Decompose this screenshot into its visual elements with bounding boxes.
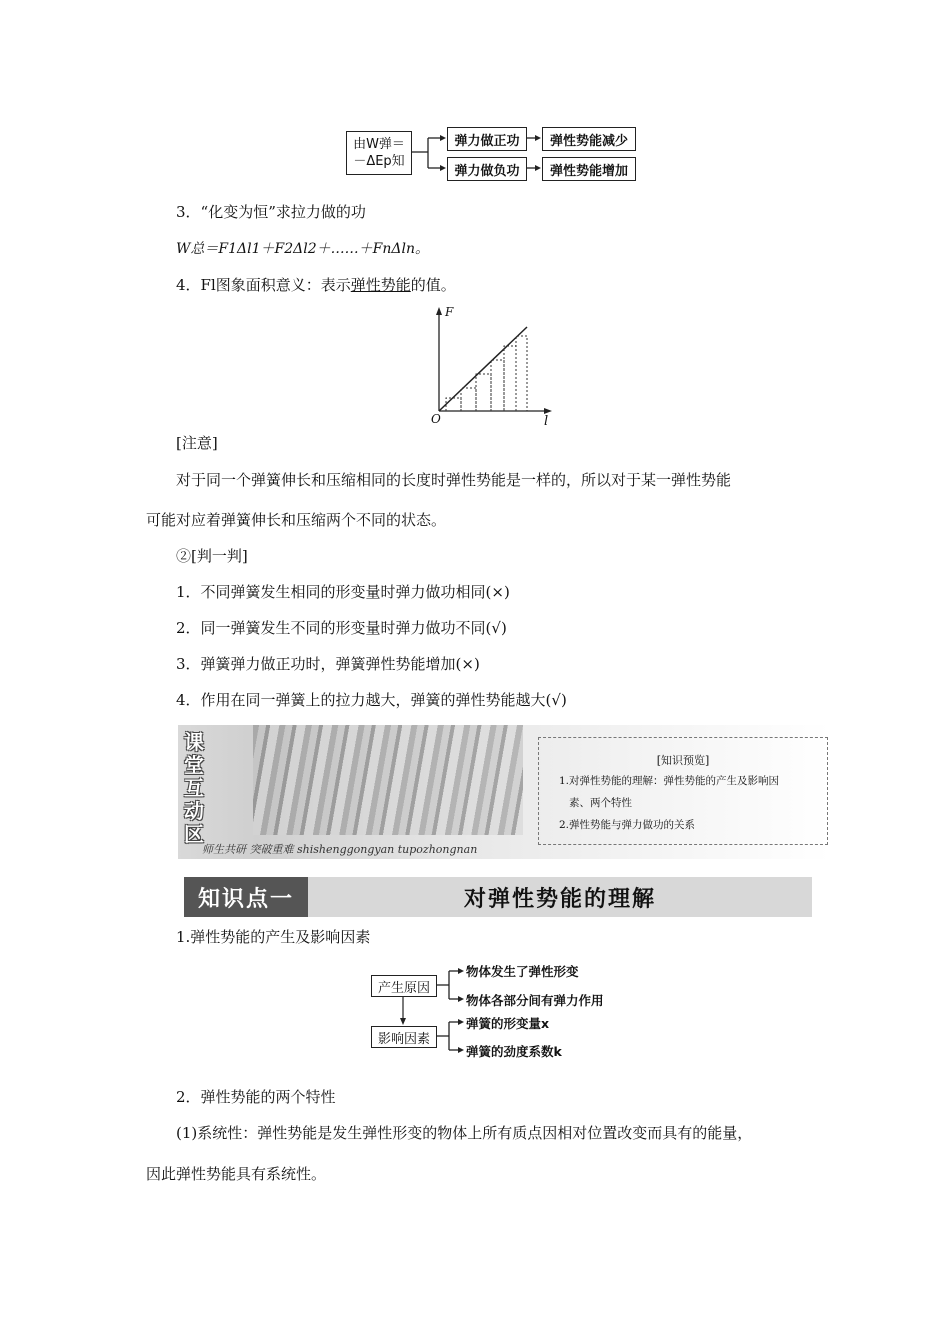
positive-work-box: 弹力做正功 xyxy=(447,127,527,151)
judge-title: ②[判一判] xyxy=(176,547,248,565)
graph-origin-label: O xyxy=(431,412,441,426)
banner-title-char: 动 xyxy=(184,799,204,823)
knowledge-point-title: 对弹性势能的理解 xyxy=(463,886,656,912)
note-title: [注意] xyxy=(176,434,218,452)
cause-box: 产生原因 xyxy=(371,975,437,997)
item4-prefix: 4．Fl图象面积意义：表示 xyxy=(176,276,351,294)
banner-subtitle: 师生共研 突破重难 shishenggongyan tupozhongnan xyxy=(202,843,478,856)
source-line2: －ΔEp知 xyxy=(353,154,405,169)
sec1-title: 1.弹性势能的产生及影响因素 xyxy=(176,928,371,946)
negative-work-box: 弹力做负功 xyxy=(447,157,527,181)
note-line1: 对于同一个弹簧伸长和压缩相同的长度时弹性势能是一样的，所以对于某一弹性势能 xyxy=(176,471,732,489)
factor-box: 影响因素 xyxy=(371,1026,437,1048)
decrease-box: 弹性势能减少 xyxy=(542,127,636,151)
preview-item: 素、两个特性 xyxy=(569,797,632,809)
judge-item: 2．同一弹簧发生不同的形变量时弹力做功不同(√) xyxy=(176,619,507,637)
sec2-title: 2．弹性势能的两个特性 xyxy=(176,1088,336,1106)
source-line1: 由W弹＝ xyxy=(353,137,405,152)
note-line2: 可能对应着弹簧伸长和压缩两个不同的状态。 xyxy=(146,511,447,529)
banner-title-char: 堂 xyxy=(184,753,204,777)
factor-b: 弹簧的劲度系数k xyxy=(466,1044,562,1059)
sec2-line1: (1)系统性：弹性势能是发生弹性形变的物体上所有质点因相对位置改变而具有的能量， xyxy=(176,1124,753,1142)
graph-y-label: F xyxy=(445,305,454,319)
cause-a: 物体发生了弹性形变 xyxy=(466,964,579,979)
increase-box: 弹性势能增加 xyxy=(542,157,636,181)
preview-item: 1.对弹性势能的理解：弹性势能的产生及影响因 xyxy=(559,775,780,787)
judge-item: 4．作用在同一弹簧上的拉力越大，弹簧的弹性势能越大(√) xyxy=(176,691,567,709)
sec2-line2: 因此弹性势能具有系统性。 xyxy=(146,1165,327,1183)
banner-title-char: 互 xyxy=(184,776,204,800)
item4-suffix: 的值。 xyxy=(410,276,456,294)
judge-item: 1．不同弹簧发生相同的形变量时弹力做功相同(×) xyxy=(176,583,510,601)
banner-title-char: 课 xyxy=(184,730,204,754)
judge-item: 3．弹簧弹力做正功时，弹簧弹性势能增加(×) xyxy=(176,655,480,673)
item4-underlined: 弹性势能 xyxy=(350,276,411,294)
preview-item: 2.弹性势能与弹力做功的关系 xyxy=(559,819,696,831)
cause-b: 物体各部分间有弹力作用 xyxy=(466,993,604,1008)
knowledge-point-label: 知识点一 xyxy=(184,877,308,917)
item3-title: 3．“化变为恒”求拉力做的功 xyxy=(176,203,366,221)
banner-title-char: 区 xyxy=(184,822,204,846)
graph-x-label: l xyxy=(544,414,549,429)
item3-formula: W总＝F1Δl1＋F2Δl2＋……＋FnΔln。 xyxy=(176,241,429,257)
preview-title: [知识预览] xyxy=(656,754,710,767)
factor-a: 弹簧的形变量x xyxy=(466,1016,550,1031)
